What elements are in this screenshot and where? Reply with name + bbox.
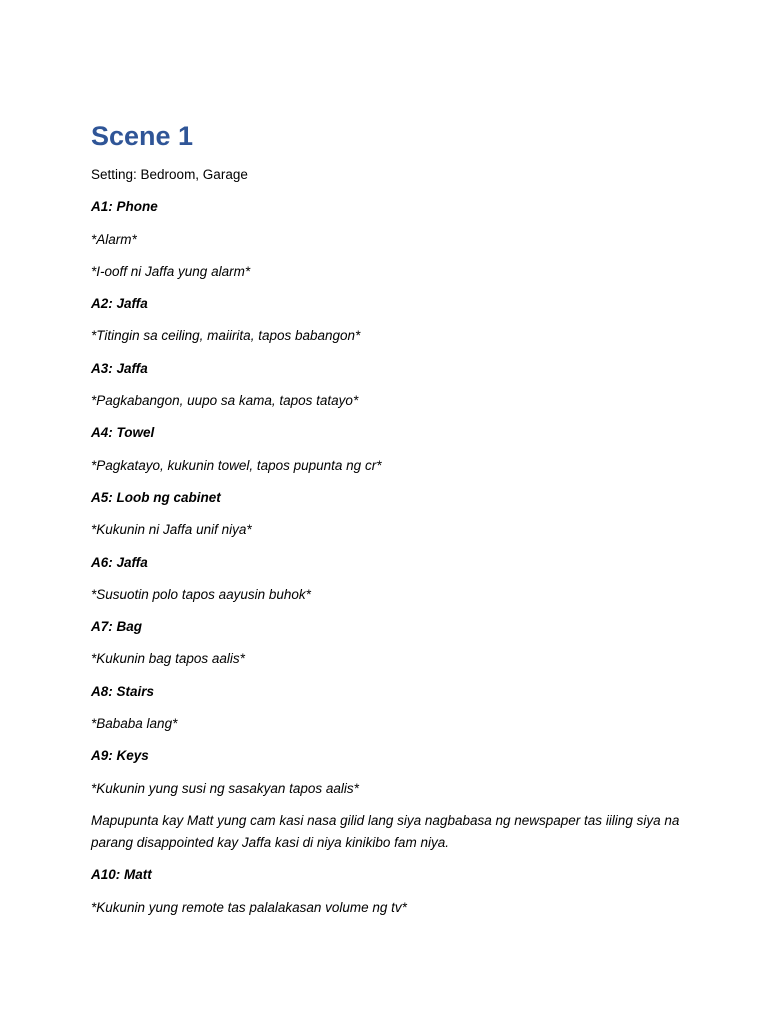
action-line: *Alarm* [91, 231, 137, 247]
scene-heading: Scene 1 [91, 121, 194, 151]
shot-label: A4: Towel [91, 425, 155, 441]
action-line: *Kukunin yung remote tas palalakasan volume ng tv* [91, 899, 407, 915]
action-line: *Susuotin polo tapos aayusin buhok* [91, 586, 311, 602]
shot-label: A9: Keys [91, 748, 149, 764]
action-line: *Titingin sa ceiling, maiirita, tapos babangon* [91, 328, 361, 344]
narration-paragraph: Mapupunta kay Matt yung cam kasi nasa gilid lang siya nagbabasa ng newspaper tas iiling siya na parang disappointed kay Jaffa kasi di niya kinikibo fam niya. [91, 812, 680, 850]
shot-label: A10: Matt [91, 867, 152, 883]
action-line: *Kukunin yung susi ng sasakyan tapos aalis* [91, 780, 359, 796]
action-line: *Bababa lang* [91, 716, 178, 732]
shot-label: A2: Jaffa [91, 296, 148, 312]
setting-line: Setting: Bedroom, Garage [91, 167, 248, 182]
document-body [91, 118, 691, 929]
shot-label: A3: Jaffa [91, 360, 148, 376]
action-line: *I-ooff ni Jaffa yung alarm* [91, 263, 251, 279]
action-line: *Kukunin bag tapos aalis* [91, 651, 245, 667]
shot-label: A5: Loob ng cabinet [91, 489, 221, 505]
shot-label: A7: Bag [91, 619, 143, 635]
action-line: *Kukunin ni Jaffa unif niya* [91, 522, 252, 538]
shot-label: A1: Phone [91, 199, 158, 215]
action-line: *Pagkatayo, kukunin towel, tapos pupunta ng cr* [91, 457, 382, 473]
shot-label: A6: Jaffa [91, 554, 148, 570]
shot-label: A8: Stairs [91, 683, 155, 699]
action-line: *Pagkabangon, uupo sa kama, tapos tatayo* [91, 393, 359, 409]
